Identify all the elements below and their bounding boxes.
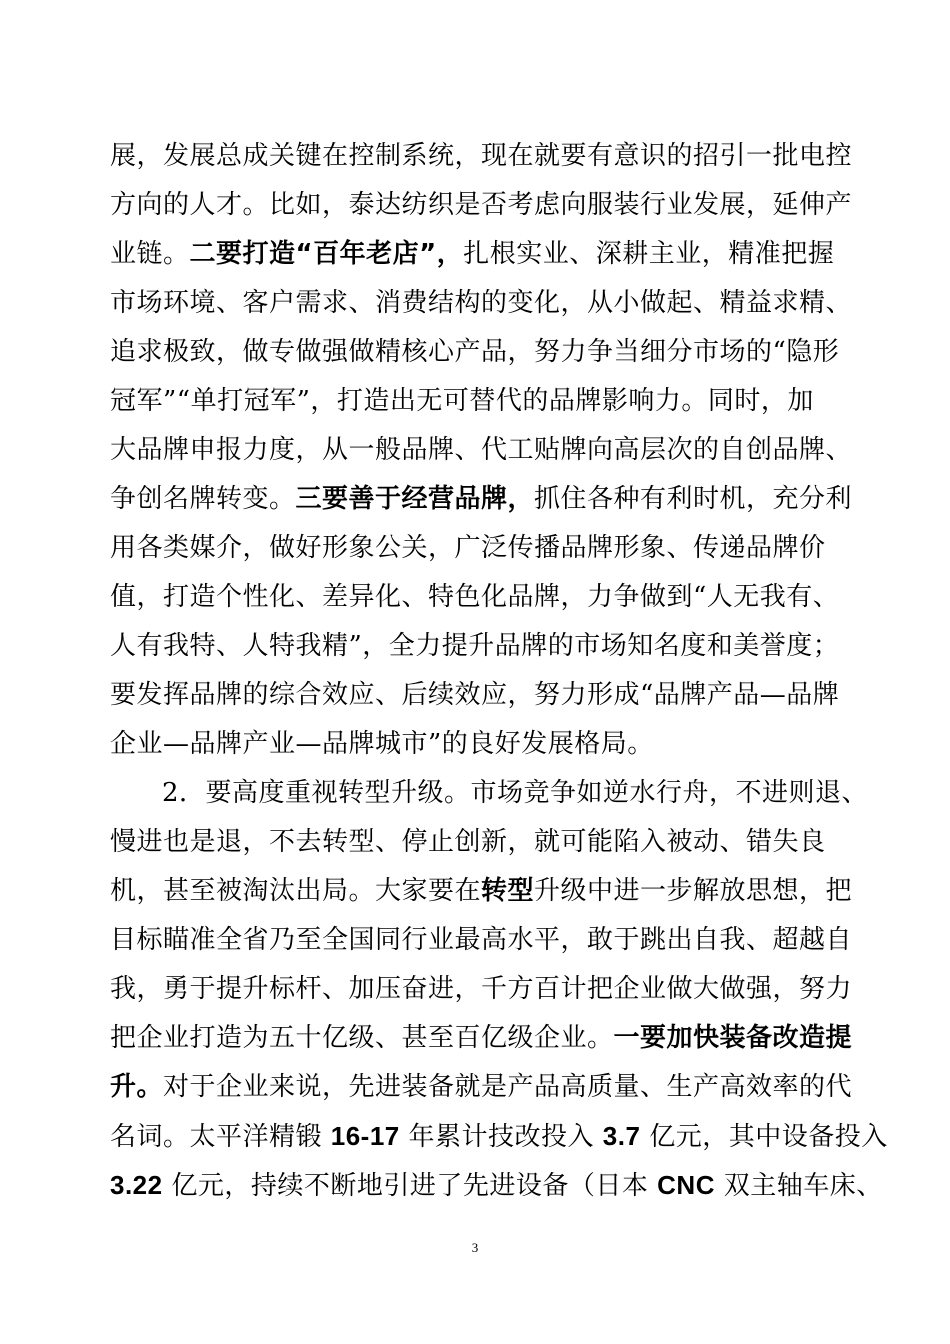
- text-segment: 方向的人才。比如，泰达纺织是否考虑向服装行业发展，延伸产: [110, 190, 853, 220]
- text-line: [110, 279, 853, 328]
- page-number: 3: [471, 1240, 479, 1255]
- text-line: [110, 769, 869, 818]
- text-segment: 2．要高度重视转型升级。: [162, 778, 471, 808]
- text-line: [110, 1161, 883, 1210]
- text-segment: 大品牌申报力度，从一般品牌、代工贴牌向高层次的自创品牌、: [110, 435, 853, 465]
- text-line: [110, 573, 840, 622]
- text-line: [110, 818, 840, 867]
- bold-text: 转型: [481, 876, 535, 906]
- text-segment: 人有我特、人特我精”，全力提升品牌的市场知名度和美誉度；: [110, 631, 840, 661]
- text-segment: 企业—品牌产业—品牌城市”的良好发展格局。: [110, 729, 654, 759]
- text-line: [110, 1014, 853, 1063]
- text-segment: 业链。: [110, 239, 190, 269]
- text-line: [110, 230, 840, 279]
- text-segment: 用各类媒介，做好形象公关，广泛传播品牌形象、传递品牌价: [110, 533, 826, 563]
- text-line: [110, 1112, 888, 1161]
- text-segment: 3.22: [110, 1170, 163, 1200]
- text-segment: 把企业打造为五十亿级、甚至百亿级企业。: [110, 1023, 614, 1053]
- text-segment: 争创名牌转变。: [110, 484, 296, 514]
- text-line: [110, 867, 853, 916]
- text-segment: 值，打造个性化、差异化、特色化品牌，力争做到“人无我有、: [110, 582, 840, 612]
- text-line: [110, 181, 853, 230]
- text-segment: 年累计技改投入: [399, 1122, 603, 1152]
- text-segment: 展，发展总成关键在控制系统，现在就要有意识的招引一批电控: [110, 141, 853, 171]
- text-segment: 16-17: [330, 1121, 400, 1151]
- bold-text: 二要打造“百年老店”，: [189, 239, 464, 269]
- body-text: [110, 132, 888, 1210]
- text-segment: 抓住各种有利时机，充分利: [534, 484, 853, 514]
- text-segment: 目标瞄准全省乃至全国同行业最高水平，敢于跳出自我、超越自: [110, 925, 853, 955]
- text-line: [110, 965, 853, 1014]
- text-segment: 要发挥品牌的综合效应、后续效应，努力形成“品牌产品—品牌: [110, 680, 840, 710]
- text-line: [110, 622, 840, 671]
- text-segment: 追求极致，做专做强做精核心产品，努力争当细分市场的“隐形: [110, 337, 840, 367]
- text-segment: 亿元，持续不断地引进了先进设备（日本: [162, 1171, 658, 1201]
- text-line: [110, 328, 840, 377]
- bold-text: 一要加快装备改造提: [613, 1023, 853, 1053]
- text-segment: 扎根实业、深耕主业，精准把握: [463, 239, 835, 269]
- text-segment: 双主轴车床、: [714, 1171, 883, 1201]
- text-line: [110, 377, 840, 426]
- text-segment: 市场环境、客户需求、消费结构的变化，从小做起、精益求精、: [110, 288, 853, 318]
- text-segment: 对于企业来说，先进装备就是产品高质量、生产高效率的代: [163, 1072, 853, 1102]
- text-line: [110, 720, 840, 769]
- text-segment: 慢进也是退，不去转型、停止创新，就可能陷入被动、错失良: [110, 827, 826, 857]
- text-segment: 冠军”“单打冠军”，打造出无可替代的品牌影响力。同时，加: [110, 386, 814, 416]
- text-line: [110, 426, 853, 475]
- text-line: [110, 916, 853, 965]
- text-segment: 3.7: [602, 1121, 641, 1151]
- text-line: [110, 132, 853, 181]
- text-segment: 市场竞争如逆水行舟，不进则退、: [470, 778, 869, 808]
- text-segment: 名词。太平洋精锻: [110, 1122, 331, 1152]
- bold-text: 三要善于经营品牌，: [295, 484, 535, 514]
- text-line: [110, 671, 840, 720]
- text-segment: 亿元，其中设备投入: [640, 1122, 888, 1152]
- text-line: [110, 524, 840, 573]
- text-segment: 我，勇于提升标杆、加压奋进，千方百计把企业做大做强，努力: [110, 974, 853, 1004]
- bold-text: 升。: [110, 1072, 164, 1102]
- text-segment: 机，甚至被淘汰出局。大家要在: [110, 876, 482, 906]
- text-segment: 升级中进一步解放思想，把: [534, 876, 853, 906]
- text-line: [110, 475, 853, 524]
- text-line: [110, 1063, 853, 1112]
- text-segment: CNC: [657, 1170, 715, 1200]
